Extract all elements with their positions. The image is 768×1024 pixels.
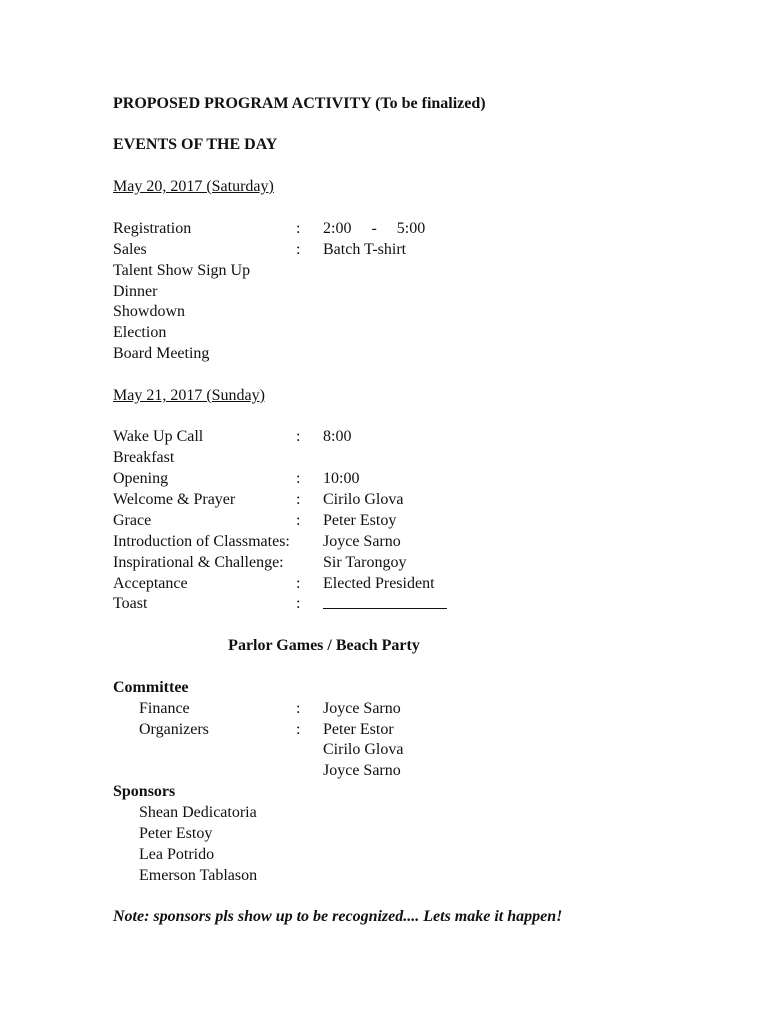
schedule-label: Toast [113,595,148,612]
sponsor-name: Lea Potrido [139,846,215,863]
schedule-colon: : [296,491,301,508]
schedule-value: Sir Tarongoy [323,554,407,571]
schedule-label: Dinner [113,283,158,300]
toast-blank-line [323,594,447,615]
closing-note: Note: sponsors pls show up to be recognized.... Lets make it happen! [113,908,563,925]
schedule-colon: : [296,428,301,445]
page-title: PROPOSED PROGRAM ACTIVITY (To be finalized) [113,95,486,112]
committee-label: Finance [139,700,190,717]
committee-value: Peter Estor [323,721,394,738]
schedule-value: Peter Estoy [323,512,397,529]
schedule-label: Grace [113,512,152,529]
schedule-label: Introduction of Classmates: [113,533,290,550]
day2-date: May 21, 2017 (Sunday) [113,387,265,404]
schedule-label: Talent Show Sign Up [113,262,251,279]
committee-value: Joyce Sarno [323,700,401,717]
schedule-value: 8:00 [323,428,352,445]
day1-date: May 20, 2017 (Saturday) [113,178,274,195]
committee-label: Organizers [139,721,209,738]
schedule-label: Welcome & Prayer [113,491,236,508]
committee-value: Joyce Sarno [323,762,401,779]
schedule-value: 10:00 [323,470,360,487]
schedule-colon: : [296,595,301,612]
schedule-label: Wake Up Call [113,428,204,445]
schedule-colon: : [296,220,301,237]
schedule-label: Election [113,324,167,341]
committee-colon: : [296,700,301,717]
schedule-label: Registration [113,220,192,237]
sponsor-name: Peter Estoy [139,825,213,842]
schedule-value: Joyce Sarno [323,533,401,550]
schedule-colon: : [296,575,301,592]
schedule-value: 2:00 - 5:00 [323,220,426,237]
events-subtitle: EVENTS OF THE DAY [113,136,278,153]
schedule-label: Breakfast [113,449,175,466]
schedule-label: Board Meeting [113,345,210,362]
committee-colon: : [296,721,301,738]
schedule-colon: : [296,512,301,529]
committee-value: Cirilo Glova [323,741,404,758]
schedule-label: Inspirational & Challenge: [113,554,284,571]
sponsors-heading: Sponsors [113,783,176,800]
schedule-colon: : [296,241,301,258]
schedule-label: Opening [113,470,169,487]
sponsor-name: Shean Dedicatoria [139,804,257,821]
schedule-value: Elected President [323,575,435,592]
schedule-label: Acceptance [113,575,188,592]
schedule-label: Showdown [113,303,186,320]
schedule-value: Cirilo Glova [323,491,404,508]
sponsor-name: Emerson Tablason [139,867,258,884]
games-heading: Parlor Games / Beach Party [228,637,420,654]
schedule-value: Batch T-shirt [323,241,407,258]
schedule-label: Sales [113,241,147,258]
committee-heading: Committee [113,679,189,696]
schedule-colon: : [296,470,301,487]
